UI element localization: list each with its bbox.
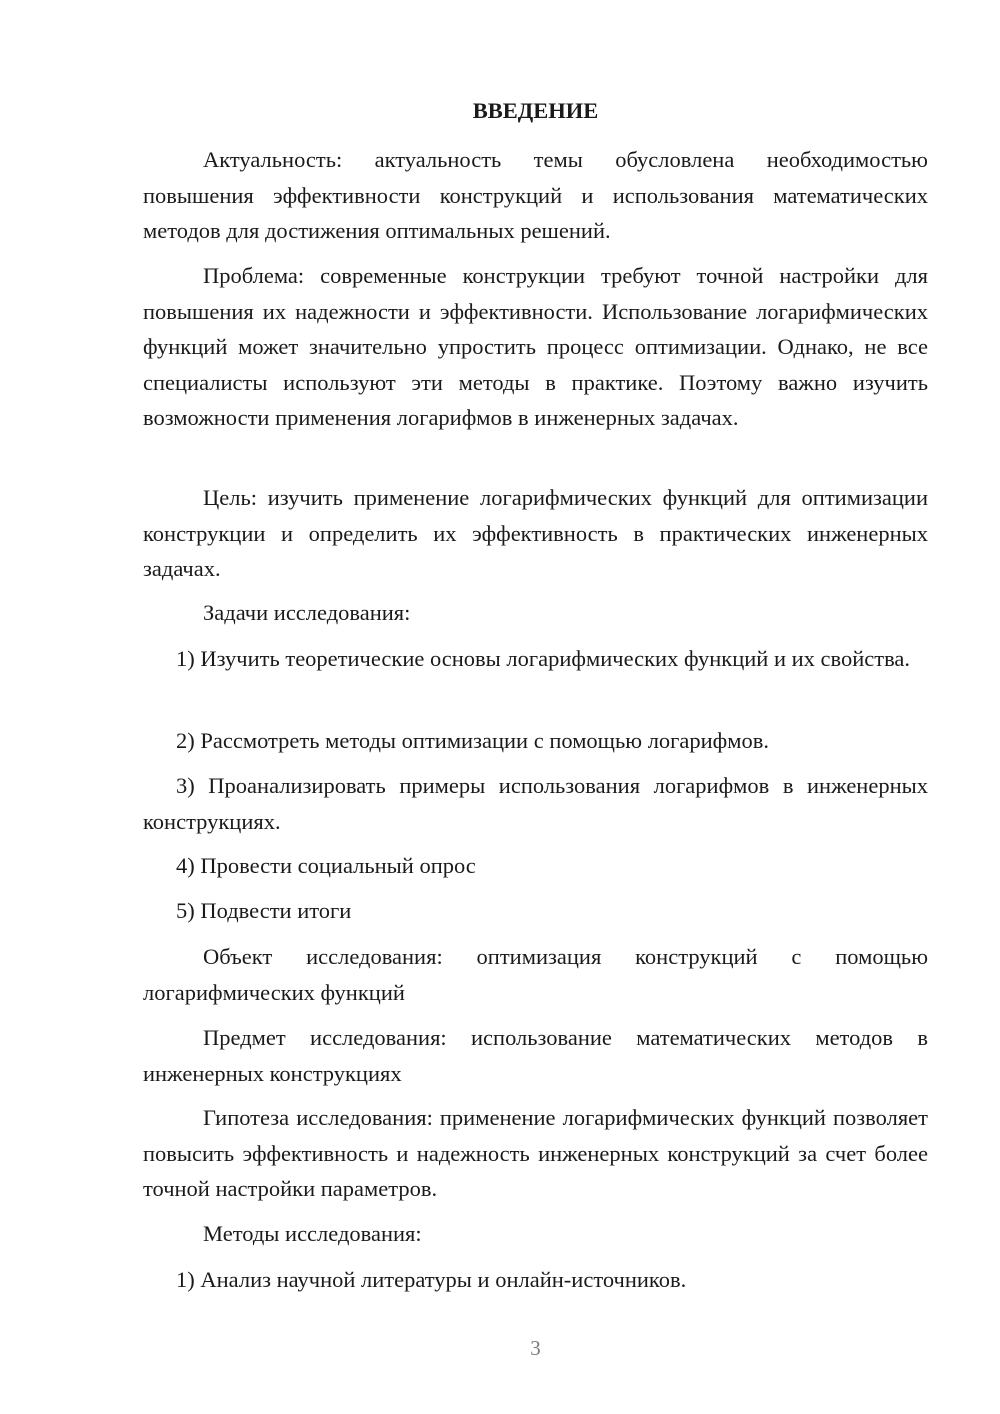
page-number: 3 (530, 1336, 541, 1360)
task-item-1: 1) Изучить теоретические основы логарифмических функций и их свойства. (176, 646, 911, 671)
task-item-3: 3) Проанализировать примеры использования логарифмов в инженерных конструкциях. (143, 773, 928, 834)
method-item-1: 1) Анализ научной литературы и онлайн-источников. (176, 1267, 687, 1292)
subject-paragraph: Предмет исследования: использование математических методов в инженерных конструкциях (143, 1025, 928, 1086)
task-item-4: 4) Провести социальный опрос (176, 853, 476, 878)
goal-paragraph: Цель: изучить применение логарифмических функций для оптимизации конструкции и определить их эффективность в практических инженерных задачах. (143, 485, 928, 581)
section-heading: ВВЕДЕНИЕ (472, 98, 599, 123)
task-item-5: 5) Подвести итоги (176, 898, 352, 923)
object-paragraph: Объект исследования: оптимизация конструкций с помощью логарифмических функций (143, 944, 928, 1005)
hypothesis-paragraph: Гипотеза исследования: применение логарифмических функций позволяет повысить эффективность и надежность инженерных конструкций за счет более точной настройки параметров. (143, 1105, 928, 1201)
methods-heading: Методы исследования: (203, 1221, 422, 1246)
task-item-2: 2) Рассмотреть методы оптимизации с помощью логарифмов. (176, 728, 769, 753)
problem-paragraph: Проблема: современные конструкции требуют точной настройки для повышения их надежности и эффективности. Использование логарифмических функций может значительно упростить процесс оптимизации. Однако, не все специалисты используют эти методы в практике. Поэтому важно изучить возможности применения логарифмов в инженерных задачах. (143, 263, 928, 430)
tasks-heading: Задачи исследования: (203, 600, 411, 625)
relevance-paragraph: Актуальность: актуальность темы обусловлена необходимостью повышения эффективности конструкций и использования математических методов для достижения оптимальных решений. (143, 147, 928, 243)
